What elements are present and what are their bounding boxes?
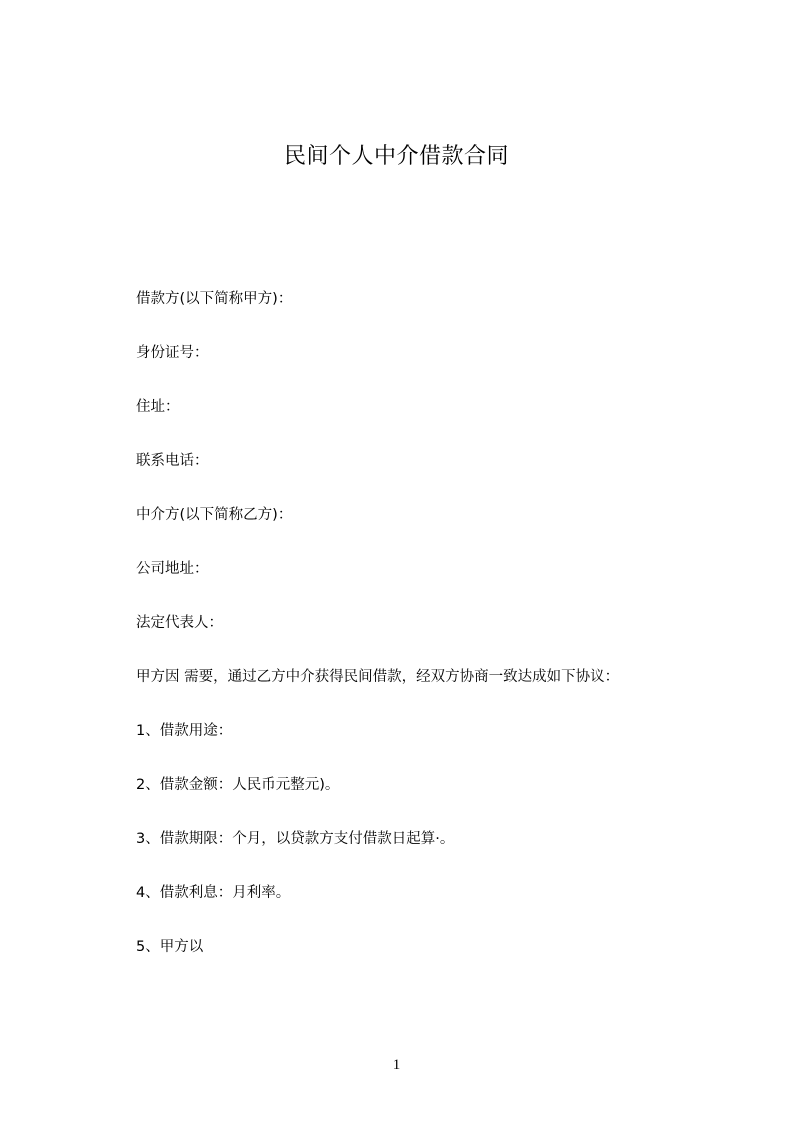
clause-5: 5、甲方以 xyxy=(136,939,204,955)
clause-4-interest: 4、借款利息：月利率。 xyxy=(136,885,291,901)
field-borrower: 借款方(以下简称甲方)： xyxy=(136,291,293,307)
clause-3-term: 3、借款期限：个月，以贷款方支付借款日起算·。 xyxy=(136,831,455,847)
field-legal-representative: 法定代表人： xyxy=(136,615,223,631)
document-body xyxy=(136,288,696,990)
clause-1-purpose: 1、借款用途： xyxy=(136,723,233,739)
field-intermediary: 中介方(以下简称乙方)： xyxy=(136,507,293,523)
clause-2-amount: 2、借款金额：人民币元整元)。 xyxy=(136,777,340,793)
field-company-address: 公司地址： xyxy=(136,561,209,577)
field-address: 住址： xyxy=(136,399,180,415)
field-id-number: 身份证号： xyxy=(136,345,209,361)
agreement-intro: 甲方因 需要，通过乙方中介获得民间借款，经双方协商一致达成如下协议： xyxy=(136,669,620,685)
document-title: 民间个人中介借款合同 xyxy=(283,144,509,169)
field-phone: 联系电话： xyxy=(136,453,209,469)
page-number: 1 xyxy=(392,1057,401,1073)
